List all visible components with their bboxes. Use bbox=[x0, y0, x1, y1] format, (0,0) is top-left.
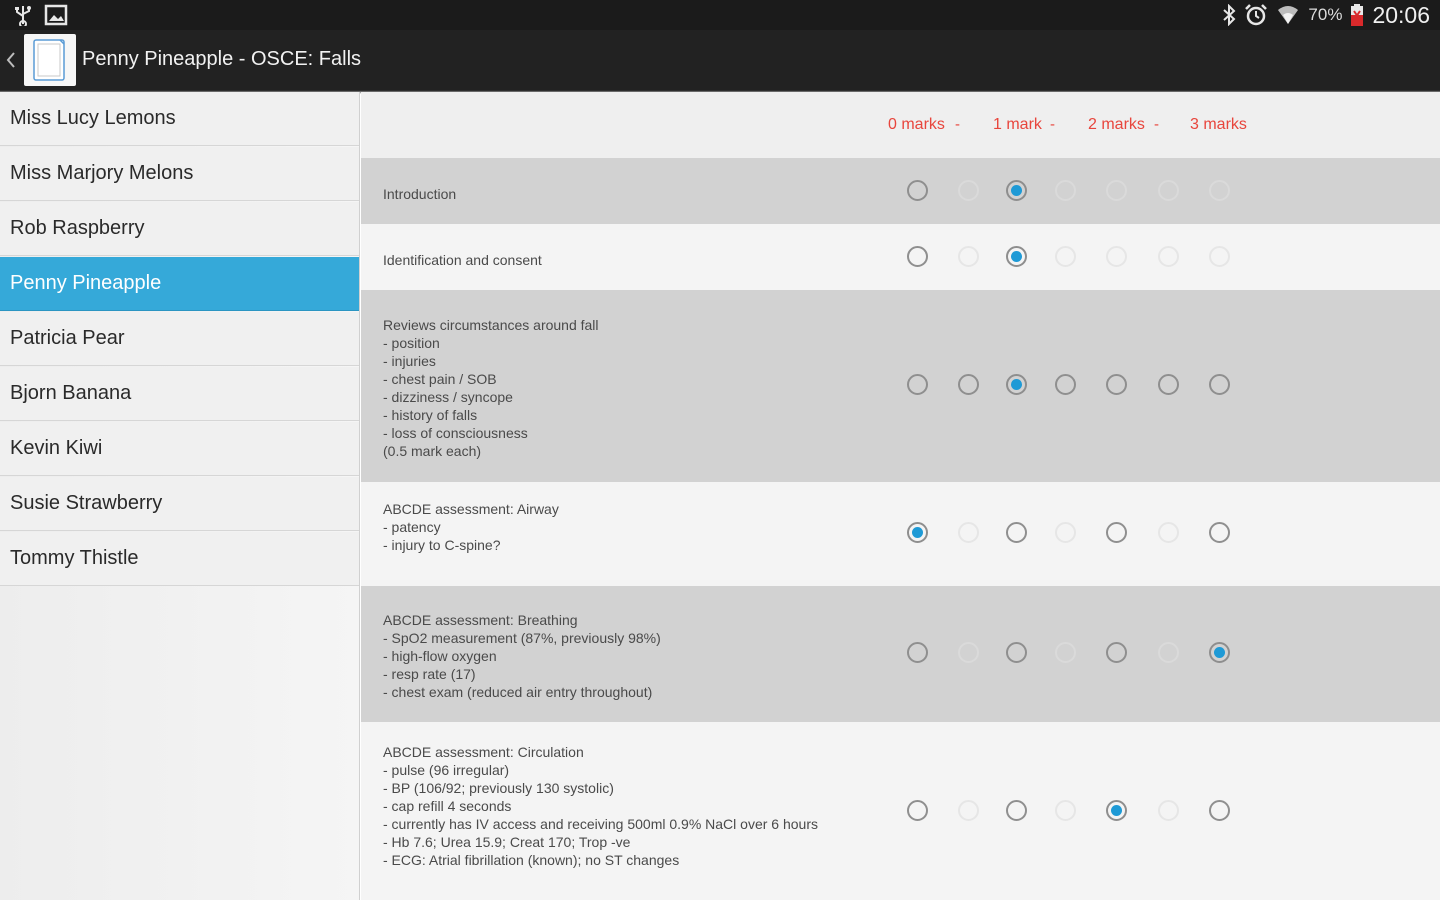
student-name: Patricia Pear bbox=[10, 327, 125, 349]
marks-header-separator: - bbox=[955, 116, 960, 133]
score-option-radio[interactable] bbox=[1106, 180, 1127, 201]
criterion-line: - SpO2 measurement (87%, previously 98%) bbox=[383, 630, 661, 646]
score-option-radio[interactable] bbox=[1006, 180, 1027, 201]
criterion-text bbox=[383, 316, 599, 460]
score-option-radio[interactable] bbox=[1209, 800, 1230, 821]
score-option-radio[interactable] bbox=[1006, 374, 1027, 395]
score-option-radio[interactable] bbox=[907, 642, 928, 663]
back-chevron-icon[interactable] bbox=[4, 48, 18, 72]
score-option-radio[interactable] bbox=[1055, 246, 1076, 267]
criterion-line: - BP (106/92; previously 130 systolic) bbox=[383, 780, 614, 796]
marks-header-2: 2 marks bbox=[1088, 116, 1145, 133]
screenshot-icon bbox=[44, 3, 68, 27]
student-list-item[interactable] bbox=[0, 202, 359, 256]
criterion-line: - chest pain / SOB bbox=[383, 371, 497, 387]
criterion-line: ABCDE assessment: Airway bbox=[383, 501, 559, 517]
student-list-item[interactable] bbox=[0, 92, 359, 146]
student-list-item[interactable] bbox=[0, 477, 359, 531]
usb-icon bbox=[12, 3, 34, 27]
student-list-item[interactable] bbox=[0, 422, 359, 476]
criterion-line: Reviews circumstances around fall bbox=[383, 317, 599, 333]
app-logo-icon[interactable] bbox=[24, 34, 76, 86]
marks-header-3: 3 marks bbox=[1190, 116, 1247, 133]
criterion-line: - injury to C-spine? bbox=[383, 537, 501, 553]
score-option-radio[interactable] bbox=[958, 800, 979, 821]
score-option-radio[interactable] bbox=[1106, 246, 1127, 267]
criterion-line: - pulse (96 irregular) bbox=[383, 762, 510, 778]
action-bar bbox=[0, 30, 1440, 90]
score-option-radio[interactable] bbox=[1055, 374, 1076, 395]
criterion-text bbox=[383, 185, 456, 203]
score-option-radio[interactable] bbox=[1055, 642, 1076, 663]
criterion-line: - resp rate (17) bbox=[383, 666, 476, 682]
criterion-line: - high-flow oxygen bbox=[383, 648, 497, 664]
score-option-radio[interactable] bbox=[958, 642, 979, 663]
score-option-radio[interactable] bbox=[1055, 522, 1076, 543]
marks-header-separator: - bbox=[1154, 116, 1159, 133]
student-name: Kevin Kiwi bbox=[10, 437, 103, 459]
criterion-row bbox=[361, 482, 1440, 586]
score-option-radio[interactable] bbox=[907, 180, 928, 201]
score-option-radio[interactable] bbox=[958, 246, 979, 267]
score-option-radio[interactable] bbox=[907, 522, 928, 543]
student-list-item[interactable] bbox=[0, 367, 359, 421]
criterion-line: (0.5 mark each) bbox=[383, 443, 482, 459]
marking-panel bbox=[361, 92, 1440, 900]
criterion-line: Introduction bbox=[383, 186, 457, 202]
page-title: Penny Pineapple - OSCE: Falls bbox=[82, 48, 362, 70]
battery-icon bbox=[1350, 3, 1364, 27]
score-option-radio[interactable] bbox=[1158, 246, 1179, 267]
student-name: Tommy Thistle bbox=[10, 547, 139, 569]
student-list-item-selected[interactable] bbox=[0, 257, 359, 311]
score-option-radio[interactable] bbox=[1106, 800, 1127, 821]
criterion-line: ABCDE assessment: Breathing bbox=[383, 612, 578, 628]
student-name: Miss Marjory Melons bbox=[10, 162, 194, 184]
score-option-radio[interactable] bbox=[1209, 246, 1230, 267]
score-option-radio[interactable] bbox=[1158, 642, 1179, 663]
criterion-line: Identification and consent bbox=[383, 252, 542, 268]
marks-header-separator: - bbox=[1050, 116, 1055, 133]
alarm-icon bbox=[1244, 3, 1268, 27]
score-option-radio[interactable] bbox=[1006, 642, 1027, 663]
battery-percent: 70% bbox=[1308, 5, 1343, 24]
criterion-row bbox=[361, 722, 1440, 900]
score-option-radio[interactable] bbox=[907, 246, 928, 267]
score-option-radio[interactable] bbox=[907, 800, 928, 821]
score-option-radio[interactable] bbox=[1055, 180, 1076, 201]
criterion-line: - Hb 7.6; Urea 15.9; Creat 170; Trop -ve bbox=[383, 834, 631, 850]
score-option-radio[interactable] bbox=[1158, 800, 1179, 821]
criterion-line: - ECG: Atrial fibrillation (known); no ST changes bbox=[383, 852, 680, 868]
score-option-radio[interactable] bbox=[1158, 180, 1179, 201]
clock-time: 20:06 bbox=[1372, 1, 1430, 28]
score-option-radio[interactable] bbox=[1209, 522, 1230, 543]
criterion-text bbox=[383, 743, 818, 869]
score-option-radio[interactable] bbox=[907, 374, 928, 395]
criterion-row bbox=[361, 290, 1440, 482]
criterion-line: ABCDE assessment: Circulation bbox=[383, 744, 584, 760]
criterion-row bbox=[361, 158, 1440, 224]
student-list bbox=[0, 92, 360, 900]
criterion-line: - history of falls bbox=[383, 407, 478, 423]
score-option-radio[interactable] bbox=[1106, 374, 1127, 395]
score-option-radio[interactable] bbox=[1209, 180, 1230, 201]
criterion-text bbox=[383, 500, 559, 554]
student-list-item[interactable] bbox=[0, 147, 359, 201]
score-option-radio[interactable] bbox=[958, 522, 979, 543]
criterion-text bbox=[383, 611, 661, 701]
student-list-item[interactable] bbox=[0, 312, 359, 366]
score-option-radio[interactable] bbox=[1106, 522, 1127, 543]
score-option-radio[interactable] bbox=[1158, 374, 1179, 395]
score-option-radio[interactable] bbox=[1158, 522, 1179, 543]
score-option-radio[interactable] bbox=[1209, 374, 1230, 395]
student-name: Susie Strawberry bbox=[10, 492, 163, 514]
criterion-line: - loss of consciousness bbox=[383, 425, 528, 441]
score-option-radio[interactable] bbox=[1055, 800, 1076, 821]
bluetooth-icon bbox=[1222, 3, 1236, 27]
criterion-line: - injuries bbox=[383, 353, 436, 369]
criterion-line: - chest exam (reduced air entry throughout) bbox=[383, 684, 653, 700]
student-name: Rob Raspberry bbox=[10, 217, 145, 239]
criterion-line: - dizziness / syncope bbox=[383, 389, 513, 405]
score-option-radio[interactable] bbox=[1209, 642, 1230, 663]
score-option-radio[interactable] bbox=[1006, 522, 1027, 543]
score-option-radio[interactable] bbox=[1006, 800, 1027, 821]
score-option-radio[interactable] bbox=[958, 374, 979, 395]
score-option-radio[interactable] bbox=[958, 180, 979, 201]
criterion-line: - cap refill 4 seconds bbox=[383, 798, 512, 814]
score-option-radio[interactable] bbox=[1106, 642, 1127, 663]
marks-header bbox=[361, 92, 1440, 158]
student-name: Miss Lucy Lemons bbox=[10, 107, 176, 129]
criterion-line: - position bbox=[383, 335, 440, 351]
score-option-radio[interactable] bbox=[1006, 246, 1027, 267]
criterion-line: - currently has IV access and receiving 500ml 0.9% NaCl over 6 hours bbox=[383, 816, 818, 832]
criterion-row bbox=[361, 586, 1440, 722]
status-bar bbox=[0, 0, 1440, 30]
wifi-icon bbox=[1276, 3, 1300, 27]
student-name: Penny Pineapple bbox=[10, 272, 162, 294]
criterion-text bbox=[383, 251, 542, 269]
marks-header-1: 1 mark bbox=[993, 116, 1042, 133]
criterion-row bbox=[361, 224, 1440, 290]
student-name: Bjorn Banana bbox=[10, 382, 132, 404]
criterion-line: - patency bbox=[383, 519, 441, 535]
student-list-item[interactable] bbox=[0, 532, 359, 586]
marks-header-0: 0 marks bbox=[888, 116, 945, 133]
